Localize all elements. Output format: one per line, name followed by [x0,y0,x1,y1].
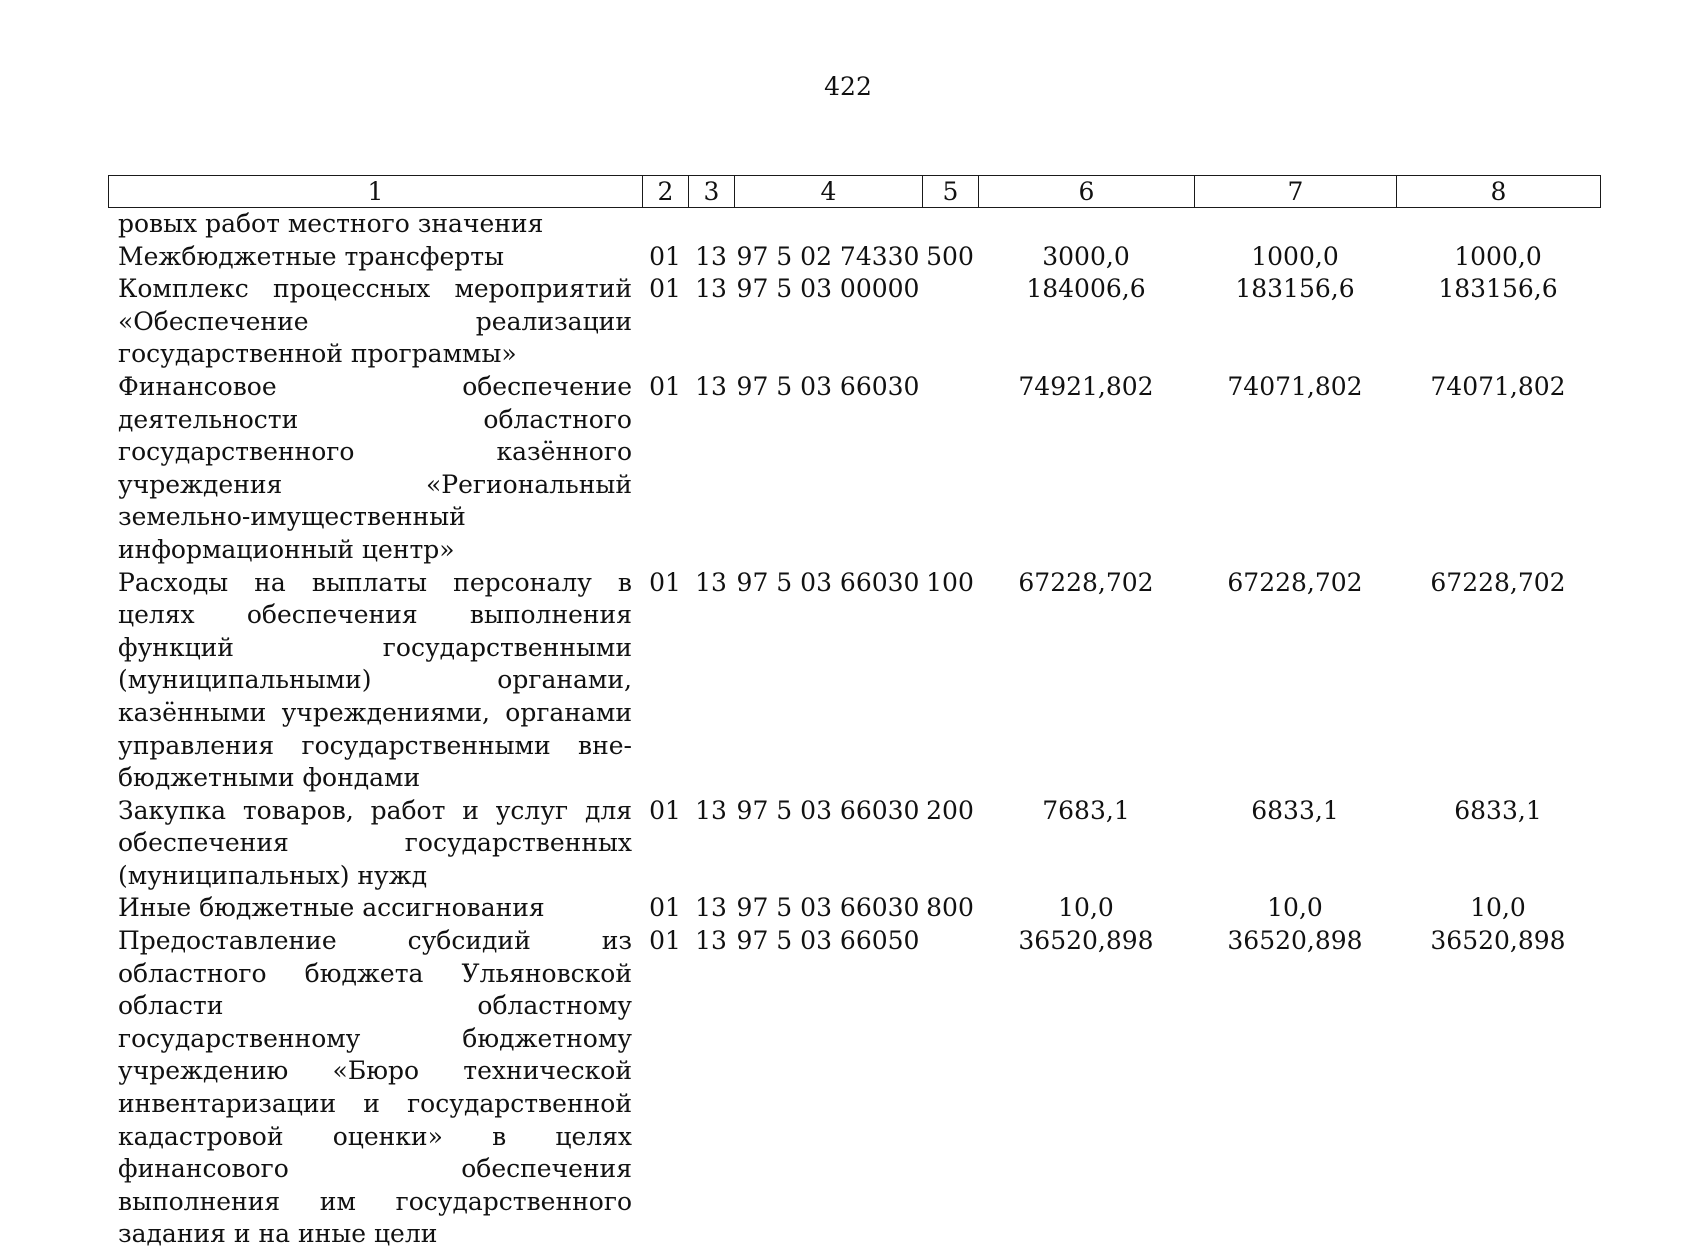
header-col-4: 4 [735,176,923,208]
header-col-6: 6 [979,176,1195,208]
row-subsection: 13 [695,795,727,825]
header-col-3: 3 [689,176,735,208]
column-number-header [108,175,1601,208]
row-subsection: 13 [695,926,727,956]
row-amount-col7: 10,0 [1267,893,1323,923]
row-description: ровых работ местного значения [118,209,544,238]
row-amount-col6: 36520,898 [1018,926,1154,956]
row-expense-type [922,371,978,567]
row-section: 01 [649,795,681,825]
row-expense-type [922,925,978,1251]
row-section: 01 [649,567,681,597]
budget-table [108,208,1600,1251]
table-row [108,208,1600,241]
table-row [108,892,1600,925]
row-amount-col8: 183156,6 [1438,274,1558,304]
table-row [108,371,1600,567]
row-target-article: 97 5 02 74330 [736,241,920,271]
row-subsection: 13 [695,893,727,923]
row-section: 01 [649,893,681,923]
row-amount-col7 [1194,208,1396,241]
header-col-8: 8 [1397,176,1601,208]
header-col-2: 2 [643,176,689,208]
row-target-article: 97 5 03 66030 [736,567,920,597]
row-amount-col7: 67228,702 [1227,567,1363,597]
row-amount-col7: 36520,898 [1227,926,1363,956]
header-row [109,176,1601,208]
header-col-5: 5 [923,176,979,208]
row-section: 01 [649,371,681,401]
row-description: Иные бюджетные ассигнования [118,893,545,923]
budget-table-body [108,208,1600,1251]
row-subsection [688,208,734,241]
row-amount-col8: 1000,0 [1454,241,1542,271]
row-target-article: 97 5 03 66030 [736,371,920,401]
row-amount-col6: 184006,6 [1026,274,1146,304]
row-subsection: 13 [695,567,727,597]
row-expense-type [922,273,978,371]
row-section: 01 [649,241,681,271]
header-col-1: 1 [109,176,643,208]
table-row [108,567,1600,795]
row-target-article: 97 5 03 00000 [736,274,920,304]
row-expense-type: 800 [926,893,974,923]
row-target-article: 97 5 03 66030 [736,893,920,923]
row-amount-col6: 7683,1 [1042,795,1130,825]
row-description: Финансовое обеспечение деятельности областного государственного казённого учреждения «Региональный земельно-имущественный информационный центр» [118,371,632,564]
row-target-article: 97 5 03 66050 [736,926,920,956]
page-number: 422 [824,72,872,101]
row-description: Межбюджетные трансферты [118,241,505,271]
row-expense-type: 500 [926,241,974,271]
table-row [108,795,1600,893]
row-description: Закупка товаров, работ и услуг для обеспечения государственных (муниципальных) нужд [118,795,632,890]
row-description: Комплекс процессных мероприятий «Обеспечение реализации государственной программы» [118,274,632,369]
row-amount-col8: 67228,702 [1430,567,1566,597]
table-row [108,925,1600,1251]
row-section: 01 [649,274,681,304]
row-amount-col7: 6833,1 [1251,795,1339,825]
row-amount-col6: 67228,702 [1018,567,1154,597]
row-amount-col6: 10,0 [1058,893,1114,923]
row-subsection: 13 [695,241,727,271]
row-description: Расходы на выплаты персоналу в целях обеспечения выполнения функций государственными (муниципальными) органами, казёнными учреждениями, органами управления государственными внебюджетными фондами [118,567,632,793]
row-description: Предоставление субсидий из областного бюджета Ульяновской области областному государственному бюджетному учреждению «Бюро технической инвентаризации и государственной кадастровой оценки» в целях финансового обеспечения выполнения им государственного задания и на иные цели [118,926,632,1249]
row-expense-type [922,208,978,241]
row-target-article [734,208,922,241]
row-amount-col7: 74071,802 [1227,371,1363,401]
table-row [108,241,1600,274]
row-section [642,208,688,241]
header-col-7: 7 [1195,176,1397,208]
row-section: 01 [649,926,681,956]
row-amount-col8: 74071,802 [1430,371,1566,401]
row-expense-type: 100 [926,567,974,597]
row-subsection: 13 [695,274,727,304]
table-row [108,273,1600,371]
row-amount-col8: 10,0 [1470,893,1526,923]
row-amount-col7: 183156,6 [1235,274,1355,304]
row-expense-type: 200 [926,795,974,825]
row-amount-col8: 6833,1 [1454,795,1542,825]
row-target-article: 97 5 03 66030 [736,795,920,825]
row-amount-col6: 3000,0 [1042,241,1130,271]
row-amount-col7: 1000,0 [1251,241,1339,271]
row-amount-col6: 74921,802 [1018,371,1154,401]
row-amount-col8 [1396,208,1600,241]
row-subsection: 13 [695,371,727,401]
row-amount-col6 [978,208,1194,241]
row-amount-col8: 36520,898 [1430,926,1566,956]
